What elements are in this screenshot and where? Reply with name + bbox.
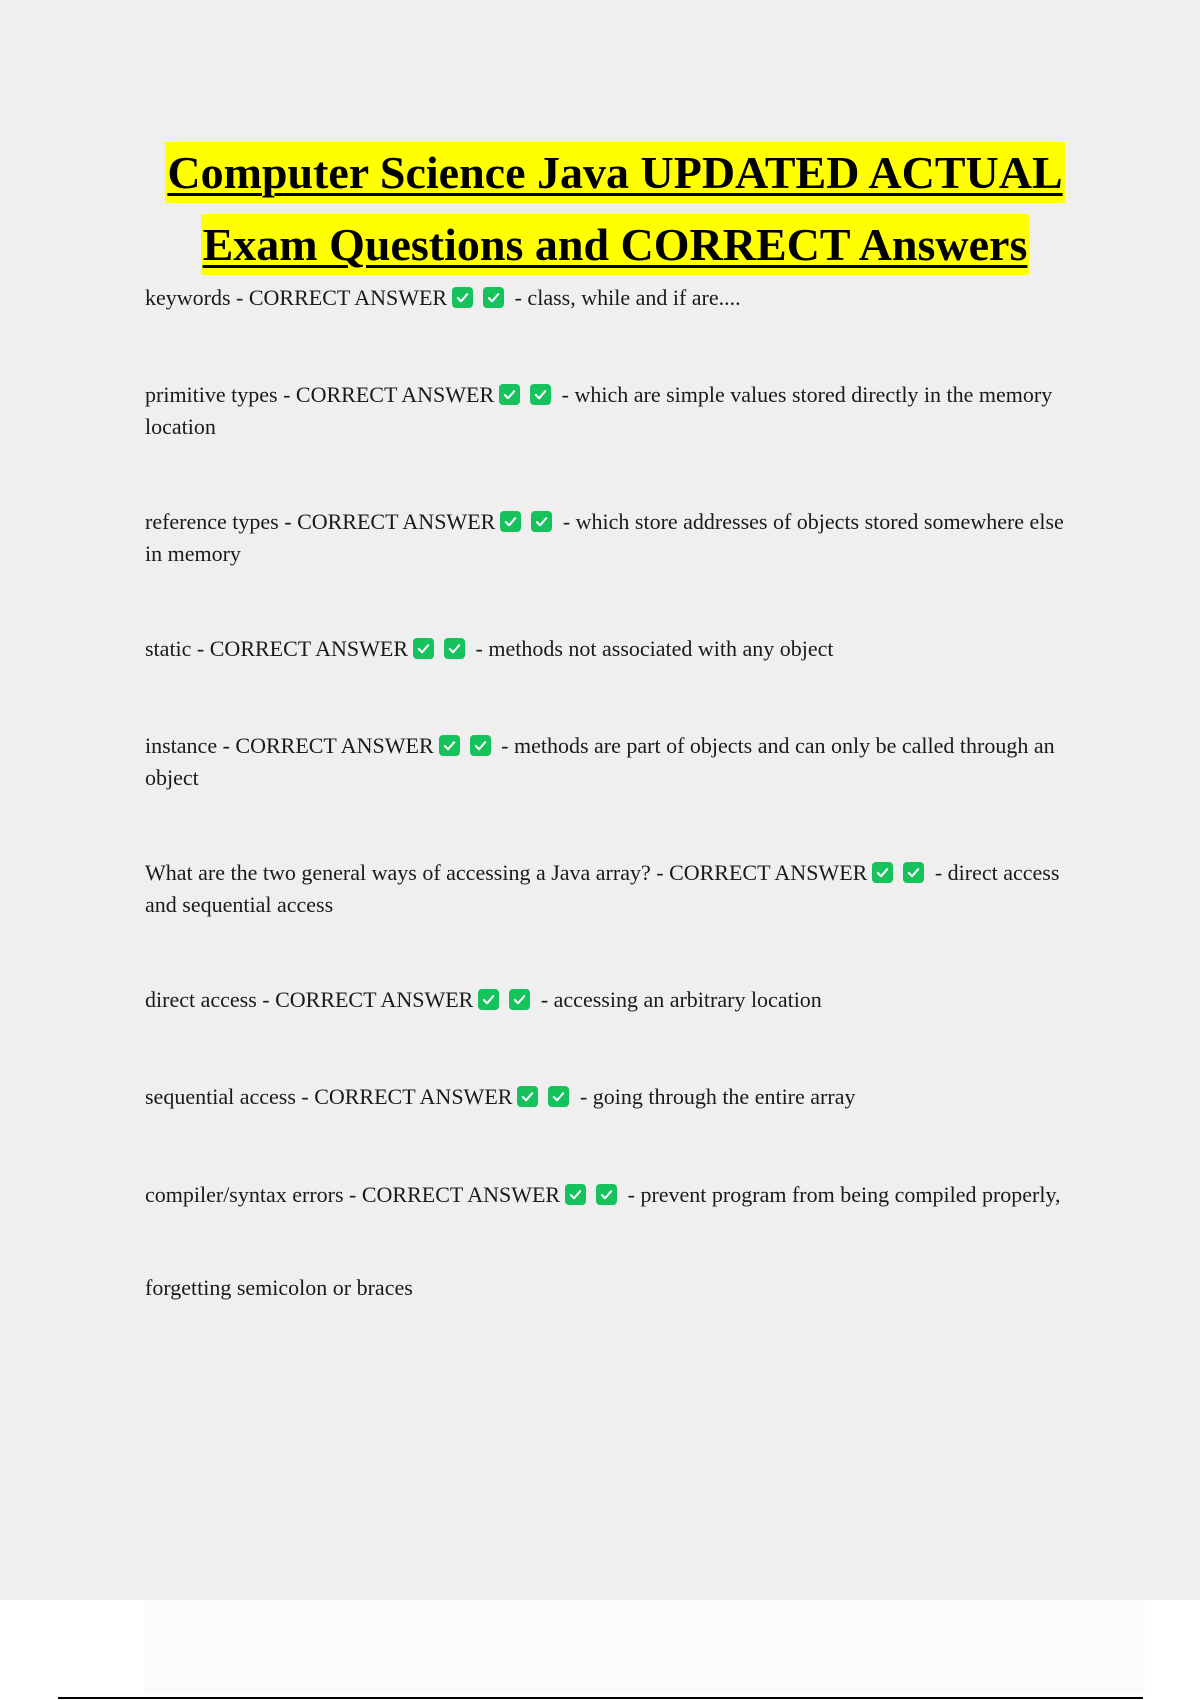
check-mark-glyph <box>503 514 518 529</box>
qa-answer: - going through the entire array <box>574 1084 856 1109</box>
qa-term: instance - CORRECT ANSWER <box>145 733 434 758</box>
check-mark-glyph <box>416 641 431 656</box>
qa-answer: - accessing an arbitrary location <box>535 987 822 1012</box>
check-mark-glyph <box>486 290 501 305</box>
qa-term: sequential access - CORRECT ANSWER <box>145 1084 513 1109</box>
check-mark-glyph <box>473 738 488 753</box>
qa-entry <box>145 506 1085 570</box>
qa-term: What are the two general ways of accessing a Java array? - CORRECT ANSWER <box>145 860 868 885</box>
check-mark-icon <box>530 384 551 405</box>
qa-answer: - methods not associated with any object <box>470 636 834 661</box>
check-mark-glyph <box>906 865 921 880</box>
check-mark-icon <box>439 735 460 756</box>
check-mark-glyph <box>599 1187 614 1202</box>
qa-entry <box>145 984 1085 1016</box>
qa-term: reference types - CORRECT ANSWER <box>145 509 496 534</box>
check-mark-icon <box>478 989 499 1010</box>
qa-answer: - which store addresses of objects stored somewhere else in memory <box>145 509 1064 566</box>
check-mark-icon <box>470 735 491 756</box>
footer-divider <box>58 1697 1143 1699</box>
qa-term: compiler/syntax errors - CORRECT ANSWER <box>145 1182 561 1207</box>
check-mark-icon <box>509 989 530 1010</box>
check-mark-icon <box>903 862 924 883</box>
qa-term: keywords - CORRECT ANSWER <box>145 285 448 310</box>
page-footer-area <box>0 1600 1200 1700</box>
check-mark-glyph <box>875 865 890 880</box>
check-mark-icon <box>413 638 434 659</box>
qa-entry <box>145 1179 1085 1211</box>
qa-answer: - direct access and sequential access <box>145 860 1060 917</box>
qa-list <box>145 282 1085 1304</box>
check-mark-glyph <box>447 641 462 656</box>
check-mark-glyph <box>568 1187 583 1202</box>
check-mark-icon <box>872 862 893 883</box>
check-mark-icon <box>483 287 504 308</box>
check-mark-icon <box>565 1184 586 1205</box>
qa-entry <box>145 379 1085 443</box>
qa-term: primitive types - CORRECT ANSWER <box>145 382 495 407</box>
check-mark-icon <box>499 384 520 405</box>
qa-answer: - class, while and if are.... <box>509 285 741 310</box>
check-mark-glyph <box>520 1089 535 1104</box>
check-mark-icon <box>548 1086 569 1107</box>
check-mark-glyph <box>481 992 496 1007</box>
qa-term: direct access - CORRECT ANSWER <box>145 987 474 1012</box>
check-mark-glyph <box>512 992 527 1007</box>
check-mark-glyph <box>442 738 457 753</box>
trailing-note: forgetting semicolon or braces <box>145 1275 413 1300</box>
qa-entry <box>145 633 1085 665</box>
check-mark-glyph <box>551 1089 566 1104</box>
check-mark-icon <box>500 511 521 532</box>
check-mark-icon <box>444 638 465 659</box>
qa-answer: - prevent program from being compiled properly, <box>622 1182 1061 1207</box>
check-mark-glyph <box>502 387 517 402</box>
check-mark-glyph <box>533 387 548 402</box>
qa-answer: - which are simple values stored directly in the memory location <box>145 382 1053 439</box>
footer-shade <box>145 1600 1145 1694</box>
check-mark-icon <box>452 287 473 308</box>
qa-answer: - methods are part of objects and can only be called through an object <box>145 733 1055 790</box>
check-mark-glyph <box>455 290 470 305</box>
title-line-1: Computer Science Java UPDATED ACTUAL <box>165 142 1064 203</box>
check-mark-icon <box>531 511 552 532</box>
qa-entry <box>145 730 1085 794</box>
qa-entry <box>145 282 1085 314</box>
check-mark-glyph <box>534 514 549 529</box>
qa-term: static - CORRECT ANSWER <box>145 636 408 661</box>
title-line-2: Exam Questions and CORRECT Answers <box>201 214 1030 275</box>
document-title <box>120 142 1110 286</box>
check-mark-icon <box>596 1184 617 1205</box>
qa-entry <box>145 1081 1085 1113</box>
qa-entry <box>145 857 1085 921</box>
check-mark-icon <box>517 1086 538 1107</box>
